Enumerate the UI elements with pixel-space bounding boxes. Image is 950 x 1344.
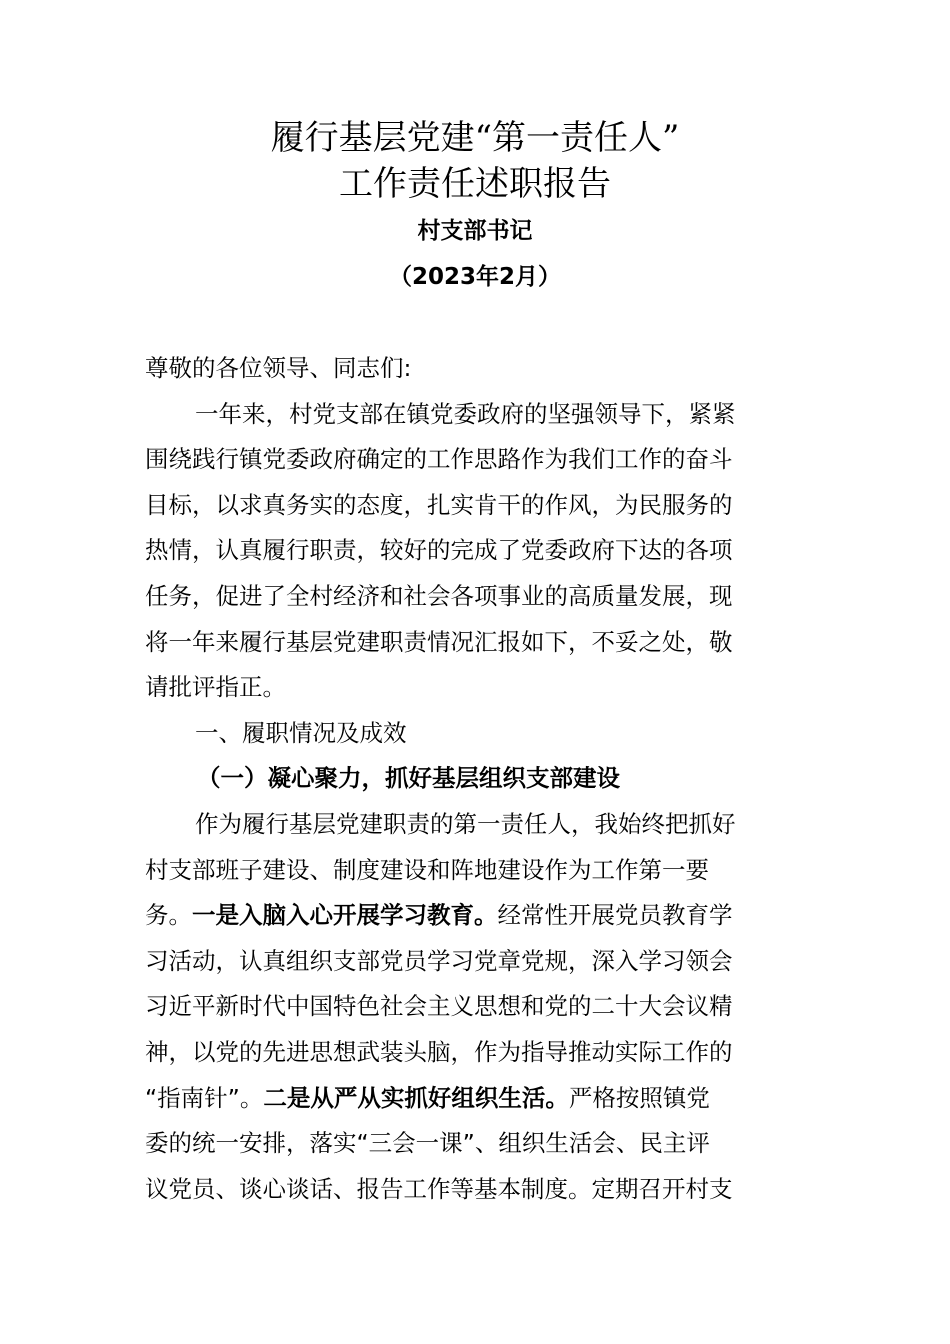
paragraph-line: 一年来，村党支部在镇党委政府的坚强领导下，紧紧 bbox=[195, 399, 736, 428]
document-date: （2023年2月） bbox=[388, 264, 562, 290]
paragraph-intro bbox=[145, 392, 790, 711]
paragraph-line: 习活动，认真组织支部党员学习党章党规，深入学习领会 bbox=[145, 946, 733, 975]
salutation: 尊敬的各位领导、同志们: bbox=[145, 354, 412, 382]
paragraph-line: 请批评指正。 bbox=[145, 673, 286, 702]
text-run: “指南针”。 bbox=[145, 1083, 264, 1112]
paragraph-body bbox=[145, 802, 790, 1212]
paragraph-line: 委的统一安排，落实“三会一课”、组织生活会、民主评 bbox=[145, 1129, 710, 1158]
paragraph-line: 围绕践行镇党委政府确定的工作思路作为我们工作的奋斗 bbox=[145, 445, 733, 474]
document-author: 村支部书记 bbox=[417, 218, 533, 244]
bold-key-point: 二是从严从实抓好组织生活。 bbox=[263, 1083, 569, 1112]
paragraph-line: 作为履行基层党建职责的第一责任人，我始终把抓好 bbox=[195, 809, 736, 838]
document-body bbox=[145, 346, 790, 1212]
paragraph-line: 任务，促进了全村经济和社会各项事业的高质量发展，现 bbox=[145, 581, 733, 610]
document-title-line1: 履行基层党建“第一责任人” bbox=[270, 118, 680, 158]
text-run: 严格按照镇党 bbox=[568, 1083, 710, 1112]
document-title-line2: 工作责任述职报告 bbox=[339, 164, 611, 204]
paragraph-line: 神，以党的先进思想武装头脑，作为指导推动实际工作的 bbox=[145, 1037, 733, 1066]
bold-key-point: 一是入脑入心开展学习教育。 bbox=[192, 901, 498, 930]
paragraph-line: 热情，认真履行职责，较好的完成了党委政府下达的各项 bbox=[145, 536, 733, 565]
paragraph-line: 议党员、谈心谈话、报告工作等基本制度。定期召开村支 bbox=[145, 1174, 733, 1203]
paragraph-line: 村支部班子建设、制度建设和阵地建设作为工作第一要 bbox=[145, 855, 709, 884]
text-run: 务。 bbox=[145, 901, 192, 930]
text-run: 经常性开展党员教育学 bbox=[497, 901, 733, 930]
subsection-heading: （一）凝心聚力，抓好基层组织支部建设 bbox=[197, 764, 620, 793]
paragraph-line: 习近平新时代中国特色社会主义思想和党的二十大会议精 bbox=[145, 992, 733, 1021]
paragraph-line: 将一年来履行基层党建职责情况汇报如下，不妥之处，敬 bbox=[145, 627, 733, 656]
paragraph-line bbox=[145, 893, 790, 939]
paragraph-line: 目标，以求真务实的态度，扎实肯干的作风，为民服务的 bbox=[145, 490, 733, 519]
section-heading: 一、履职情况及成效 bbox=[195, 718, 407, 747]
paragraph-line bbox=[145, 1076, 790, 1122]
